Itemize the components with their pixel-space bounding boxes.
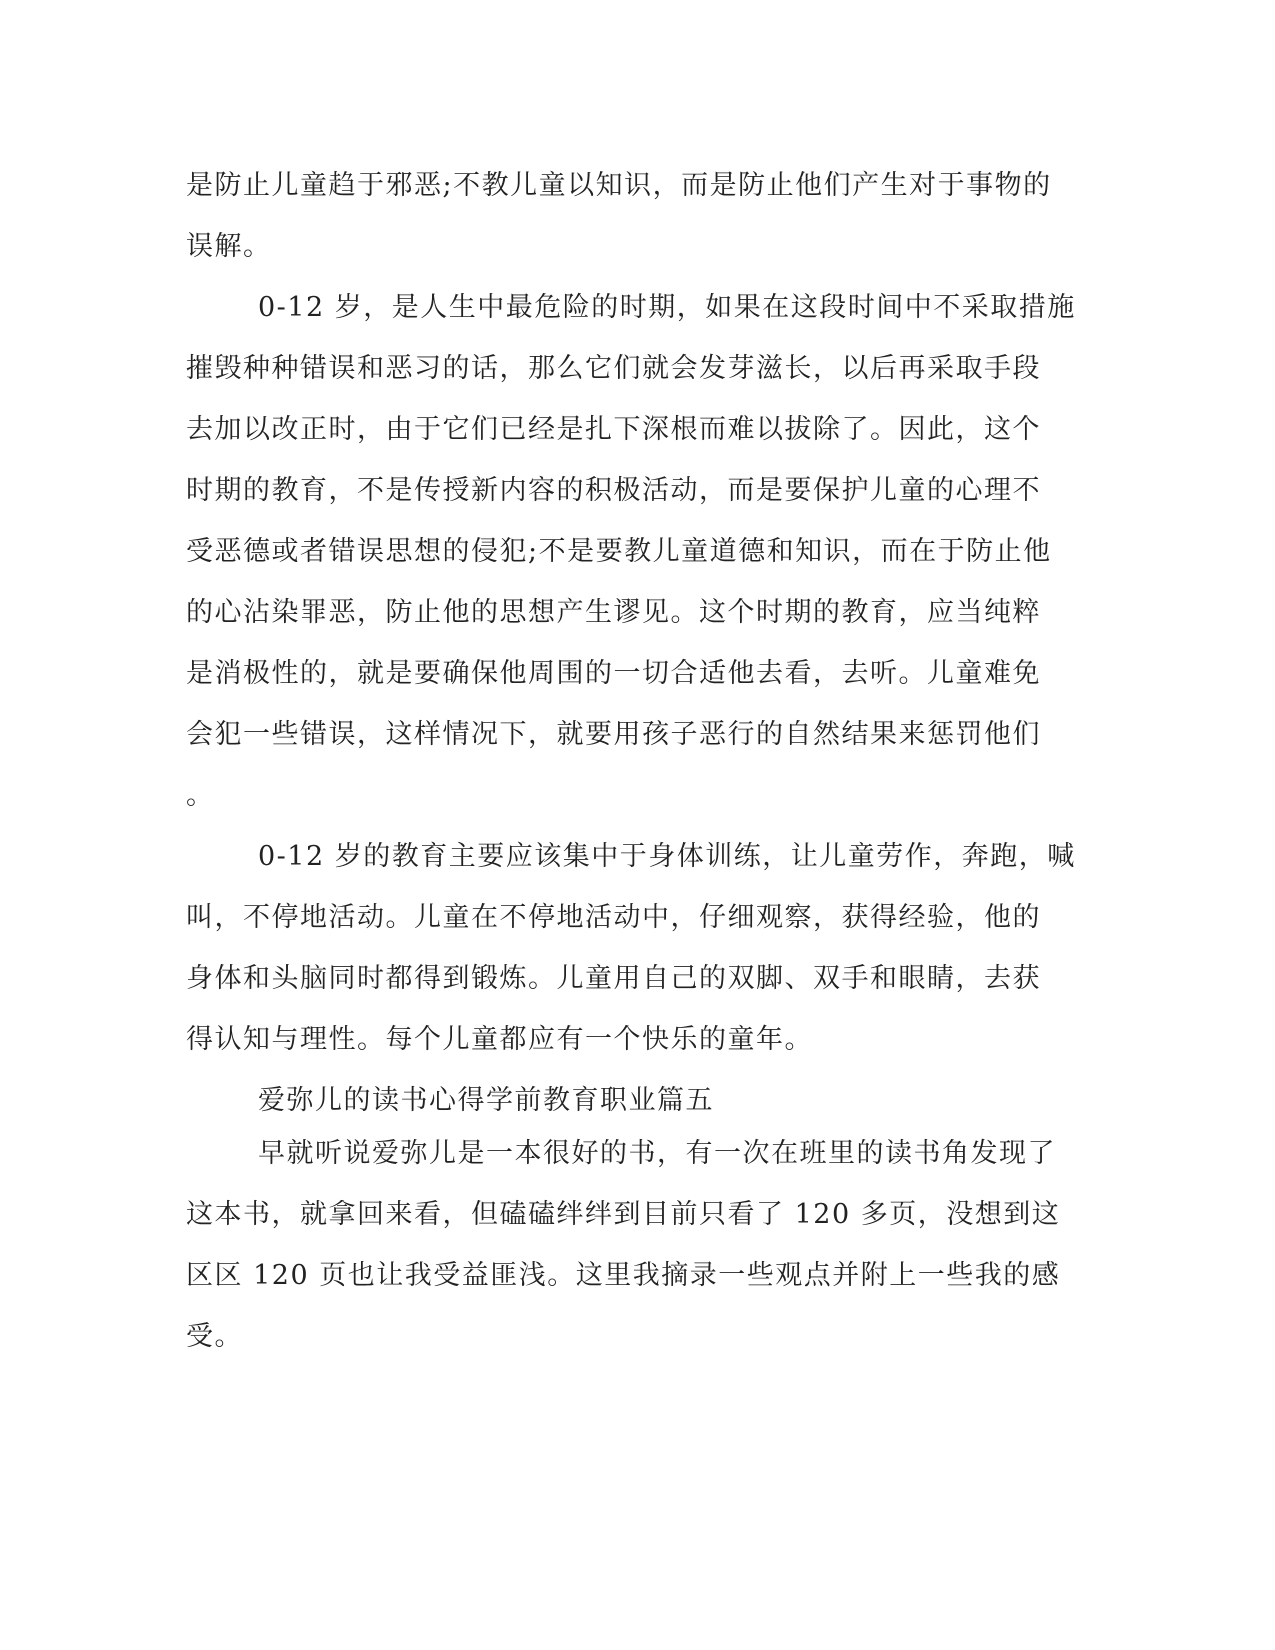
paragraph-line: 去加以改正时，由于它们已经是扎下深根而难以拔除了。因此，这个: [186, 414, 1041, 445]
paragraph-line: 0-12 岁，是人生中最危险的时期，如果在这段时间中不采取措施: [258, 292, 1076, 323]
section-heading: 爱弥儿的读书心得学前教育职业篇五: [258, 1085, 714, 1116]
paragraph-line: 这本书，就拿回来看，但磕磕绊绊到目前只看了 120 多页，没想到这: [186, 1199, 1061, 1230]
paragraph-line: 是防止儿童趋于邪恶;不教儿童以知识，而是防止他们产生对于事物的: [186, 170, 1052, 201]
paragraph-line: 得认知与理性。每个儿童都应有一个快乐的童年。: [186, 1024, 813, 1055]
paragraph-line: 时期的教育，不是传授新内容的积极活动，而是要保护儿童的心理不: [186, 475, 1041, 506]
paragraph-line: 的心沾染罪恶，防止他的思想产生谬见。这个时期的教育，应当纯粹: [186, 597, 1041, 628]
paragraph-line: 。: [186, 780, 215, 811]
paragraph-line: 0-12 岁的教育主要应该集中于身体训练，让儿童劳作，奔跑，喊: [258, 841, 1076, 872]
paragraph-line: 是消极性的，就是要确保他周围的一切合适他去看，去听。儿童难免: [186, 658, 1041, 689]
paragraph-line: 区区 120 页也让我受益匪浅。这里我摘录一些观点并附上一些我的感: [186, 1260, 1061, 1291]
paragraph-line: 受。: [186, 1321, 243, 1352]
paragraph-line: 早就听说爱弥儿是一本很好的书，有一次在班里的读书角发现了: [258, 1138, 1056, 1169]
paragraph-line: 误解。: [186, 231, 272, 262]
paragraph-line: 叫，不停地活动。儿童在不停地活动中，仔细观察，获得经验，他的: [186, 902, 1041, 933]
paragraph-line: 受恶德或者错误思想的侵犯;不是要教儿童道德和知识，而在于防止他: [186, 536, 1052, 567]
paragraph-line: 会犯一些错误，这样情况下，就要用孩子恶行的自然结果来惩罚他们: [186, 719, 1041, 750]
paragraph-line: 摧毁种种错误和恶习的话，那么它们就会发芽滋长，以后再采取手段: [186, 353, 1041, 384]
paragraph-line: 身体和头脑同时都得到锻炼。儿童用自己的双脚、双手和眼睛，去获: [186, 963, 1041, 994]
document-body: [186, 155, 1076, 1367]
